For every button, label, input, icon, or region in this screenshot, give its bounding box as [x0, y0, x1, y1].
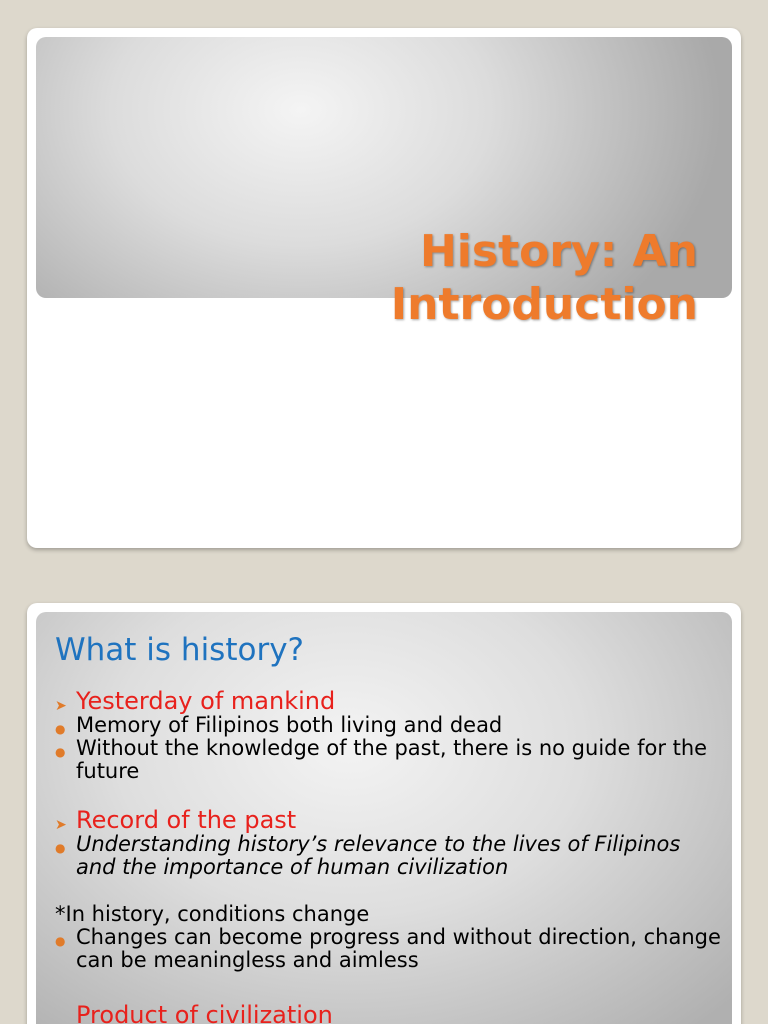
title-panel — [36, 37, 732, 330]
section-heading-text: Record of the past — [76, 806, 297, 834]
section-heading-text: Product of civilization — [76, 1001, 333, 1024]
list-item-text: Changes can become progress and without direction, change can be meaningless and aimless — [76, 925, 721, 972]
section-heading-text: Yesterday of mankind — [76, 687, 336, 715]
arrow-bullet-icon: ➤ — [55, 698, 67, 714]
list-item — [55, 737, 722, 783]
slide-title[interactable] — [27, 28, 741, 548]
section-heading-yesterday — [55, 688, 722, 714]
section-heading-cut-off — [55, 1002, 722, 1024]
list-item-text: Memory of Filipinos both living and dead — [76, 713, 503, 737]
dot-bullet-icon: ● — [55, 722, 66, 736]
list-item — [55, 926, 722, 972]
slide-content — [55, 630, 722, 1024]
arrow-bullet-icon: ➤ — [55, 817, 67, 833]
dot-bullet-icon: ● — [55, 841, 66, 855]
content-panel — [36, 612, 732, 1024]
title-line-1: History: An — [419, 226, 698, 277]
list-item — [55, 833, 722, 879]
dot-bullet-icon: ● — [55, 745, 66, 759]
list-item-text: Understanding history’s relevance to the lives of Filipinos and the importance of human civilization — [76, 832, 681, 879]
title-line-2: Introduction — [390, 279, 698, 330]
note-text: *In history, conditions change — [55, 902, 370, 926]
slide-heading: What is history? — [55, 632, 304, 668]
slide-title-heading — [278, 225, 698, 331]
list-item — [55, 714, 722, 737]
dot-bullet-icon: ● — [55, 934, 66, 948]
section-heading-record — [55, 807, 722, 833]
list-item-text: Without the knowledge of the past, there is no guide for the future — [76, 736, 708, 783]
slide-what-is-history[interactable] — [27, 603, 741, 1024]
